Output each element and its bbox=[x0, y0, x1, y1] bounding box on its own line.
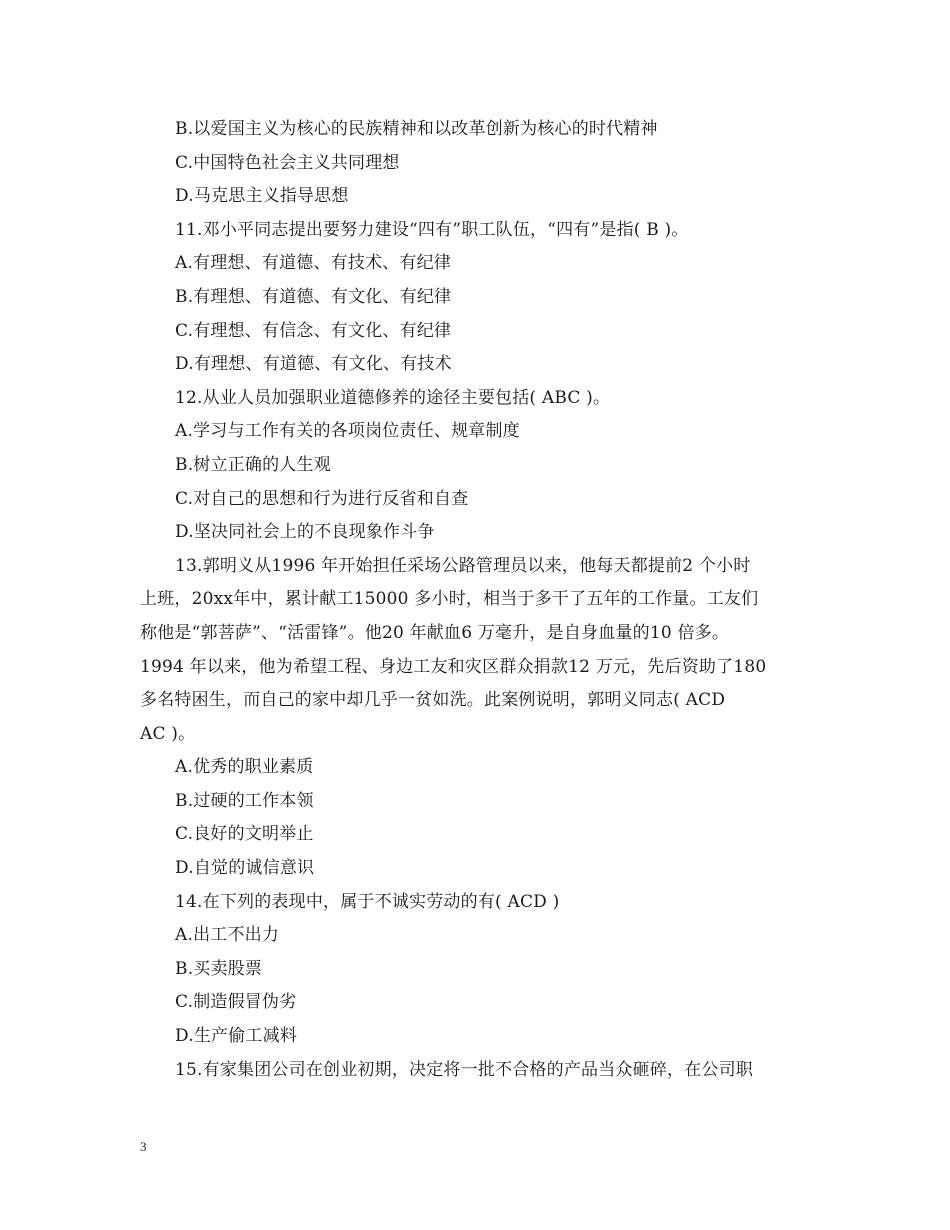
text-line: A.出工不出力 bbox=[175, 925, 280, 946]
text-line: A.学习与工作有关的各项岗位责任、规章制度 bbox=[175, 421, 520, 442]
text-line: 1994 年以来，他为希望工程、身边工友和灾区群众捐款12 万元，先后资助了180 bbox=[140, 656, 767, 677]
text-line: 13.郭明义从1996 年开始担任采场公路管理员以来，他每天都提前2 个小时 bbox=[175, 555, 751, 576]
text-line: D.坚决同社会上的不良现象作斗争 bbox=[175, 522, 435, 543]
text-line: B.买卖股票 bbox=[175, 958, 263, 979]
text-line: B.有理想、有道德、有文化、有纪律 bbox=[175, 286, 452, 307]
text-line: 上班，20xx年中，累计献工15000 多小时，相当于多干了五年的工作量。工友们 bbox=[140, 589, 759, 610]
text-line: 称他是“郭菩萨”、“活雷锋”。他20 年献血6 万毫升，是自身血量的10 倍多。 bbox=[140, 622, 730, 643]
text-line: C.制造假冒伪劣 bbox=[175, 992, 297, 1013]
text-line: 11.邓小平同志提出要努力建设“四有”职工队伍，“四有”是指( B )。 bbox=[175, 219, 689, 240]
text-line: C.对自己的思想和行为进行反省和自查 bbox=[175, 488, 469, 509]
text-line: AC )。 bbox=[140, 723, 196, 744]
text-line: 15.有家集团公司在创业初期，决定将一批不合格的产品当众砸碎，在公司职 bbox=[175, 1059, 754, 1080]
text-line: B.以爱国主义为核心的民族精神和以改革创新为核心的时代精神 bbox=[175, 119, 658, 139]
text-line: D.自觉的诚信意识 bbox=[175, 858, 315, 879]
text-line: B.过硬的工作本领 bbox=[175, 790, 314, 811]
document-body bbox=[140, 113, 830, 1087]
text-line: D.有理想、有道德、有文化、有技术 bbox=[175, 354, 452, 375]
text-line: 12.从业人员加强职业道德修养的途径主要包括( ABC )。 bbox=[175, 387, 611, 408]
text-line: 多名特困生，而自己的家中却几乎一贫如洗。此案例说明，郭明义同志( ACD bbox=[140, 690, 726, 711]
page-number: 3 bbox=[140, 1139, 147, 1154]
text-line: D.生产偷工减料 bbox=[175, 1026, 298, 1047]
text-line: A.有理想、有道德、有技术、有纪律 bbox=[175, 253, 452, 274]
text-line: A.优秀的职业素质 bbox=[175, 757, 314, 778]
text-line: 14.在下列的表现中，属于不诚实劳动的有( ACD ) bbox=[175, 891, 560, 912]
text-line: D.马克思主义指导思想 bbox=[175, 186, 349, 207]
text-line: B.树立正确的人生观 bbox=[175, 454, 331, 475]
text-line: C.良好的文明举止 bbox=[175, 824, 314, 845]
text-line: C.中国特色社会主义共同理想 bbox=[175, 152, 400, 173]
text-line: C.有理想、有信念、有文化、有纪律 bbox=[175, 320, 452, 341]
